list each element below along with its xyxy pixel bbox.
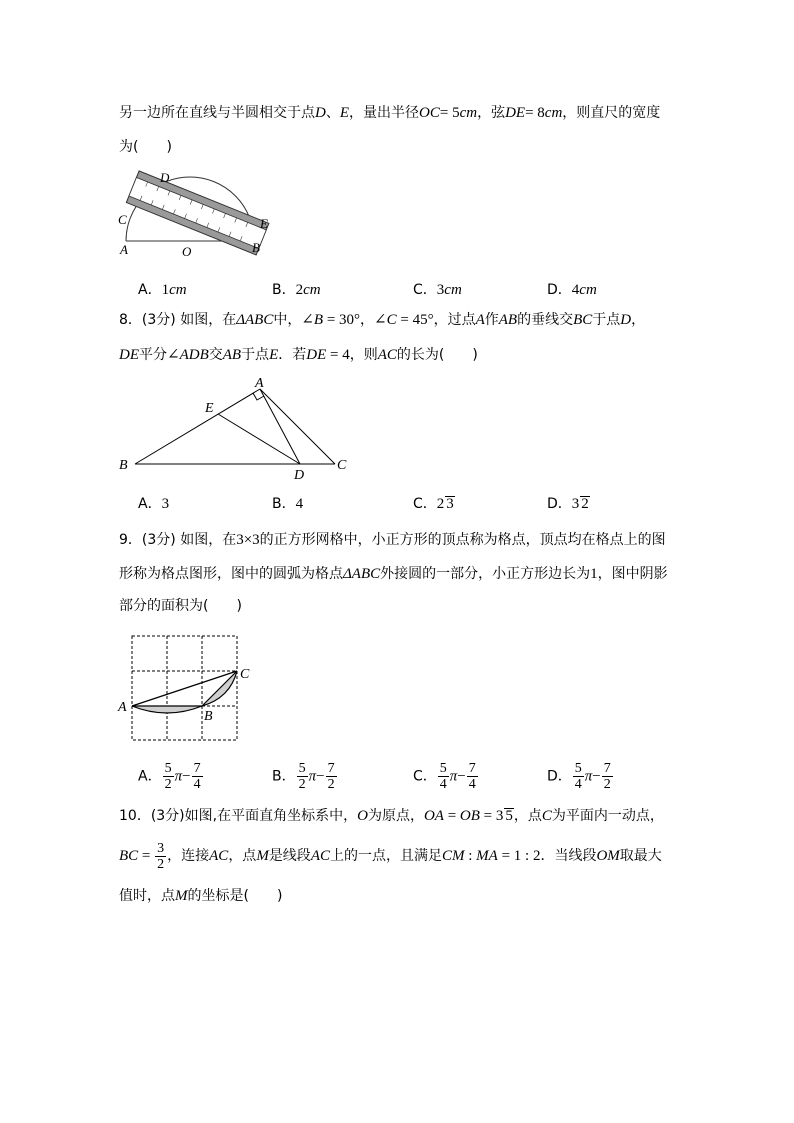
q9-option-c[interactable]: C． $\frac{5}{4}$ π− $\frac{7}{4}$ [413,761,476,792]
label-B: B [204,709,213,724]
label-A: A [118,700,127,715]
q7-text-line2: 为( ) [119,139,172,155]
q8-options [138,493,738,517]
q7-options [138,279,738,303]
q8-option-b[interactable]: B．4 [272,496,304,512]
label-E: E [205,401,214,416]
label-O: O [182,244,192,259]
q7-option-a[interactable]: A．1cm [138,282,187,298]
q10-text-line1: 10．(3分)如图,在平面直角坐标系中，O为原点，OA = OB = 3 5，点C为平面内一动点， [119,808,664,824]
q9-option-a[interactable]: A． $\frac{5}{2}$ π− $\frac{7}{4}$ [138,761,201,792]
q7-ruler-semicircle-figure [112,166,282,266]
q10-text-line3: 值时，点M的坐标是( ) [119,888,283,904]
q8-text-line2: DE平分∠ADB交AB于点E．若DE = 4，则AC的长为( ) [119,347,478,363]
label-B: B [119,458,128,473]
q9-text-line3: 部分的面积为( ) [119,598,242,614]
q7-text-line1: 另一边所在直线与半圆相交于点D、E，量出半径OC= 5cm，弦DE= 8cm，则直尺的宽度 [119,105,661,121]
label-D: D [160,170,170,185]
q8-option-d[interactable]: D．3 2 [547,496,589,512]
q9-text-line1: 9．(3分) 如图，在3×3的正方形网格中，小正方形的顶点称为格点，顶点均在格点上的图 [119,532,666,548]
q7-option-c[interactable]: C．3cm [413,282,462,298]
label-D: D [294,468,305,482]
q7-option-d[interactable]: D．4cm [547,282,597,298]
label-E: E [260,216,268,231]
q8-text-line1: 8．(3分) 如图，在ΔABC中，∠B = 30°，∠C = 45°，过点A作AB的垂线交BC于点D， [119,312,646,328]
q9-text-line2: 形称为格点图形，图中的圆弧为格点ΔABC外接圆的一部分，小正方形边长为1，图中阴影 [119,566,668,582]
sqrt-radical: 3 [446,496,454,512]
q9-options [138,755,738,791]
sqrt-radical: 5 [505,808,513,824]
q8-option-a[interactable]: A．3 [138,496,170,512]
label-C: C [118,212,127,227]
q9-option-b[interactable]: B． $\frac{5}{2}$ π− $\frac{7}{2}$ [272,761,335,792]
q10-text-line2: BC = $\frac{3}{2}$ ，连接AC，点M是线段AC上的一点，且满足CM : MA = 1 : 2．当线段OM取最大 [119,840,662,872]
label-A: A [255,376,264,391]
sqrt-radical: 2 [581,496,589,512]
label-C: C [337,458,347,473]
label-C: C [240,667,250,682]
q9-option-d[interactable]: D． $\frac{5}{4}$ π− $\frac{7}{2}$ [547,761,611,792]
label-B: B [252,240,260,255]
q8-option-c[interactable]: C．2 3 [413,496,454,512]
q8-triangle-figure [115,372,355,482]
q7-option-b[interactable]: B．2cm [272,282,321,298]
label-A: A [120,242,128,257]
q9-grid-figure [112,630,262,745]
